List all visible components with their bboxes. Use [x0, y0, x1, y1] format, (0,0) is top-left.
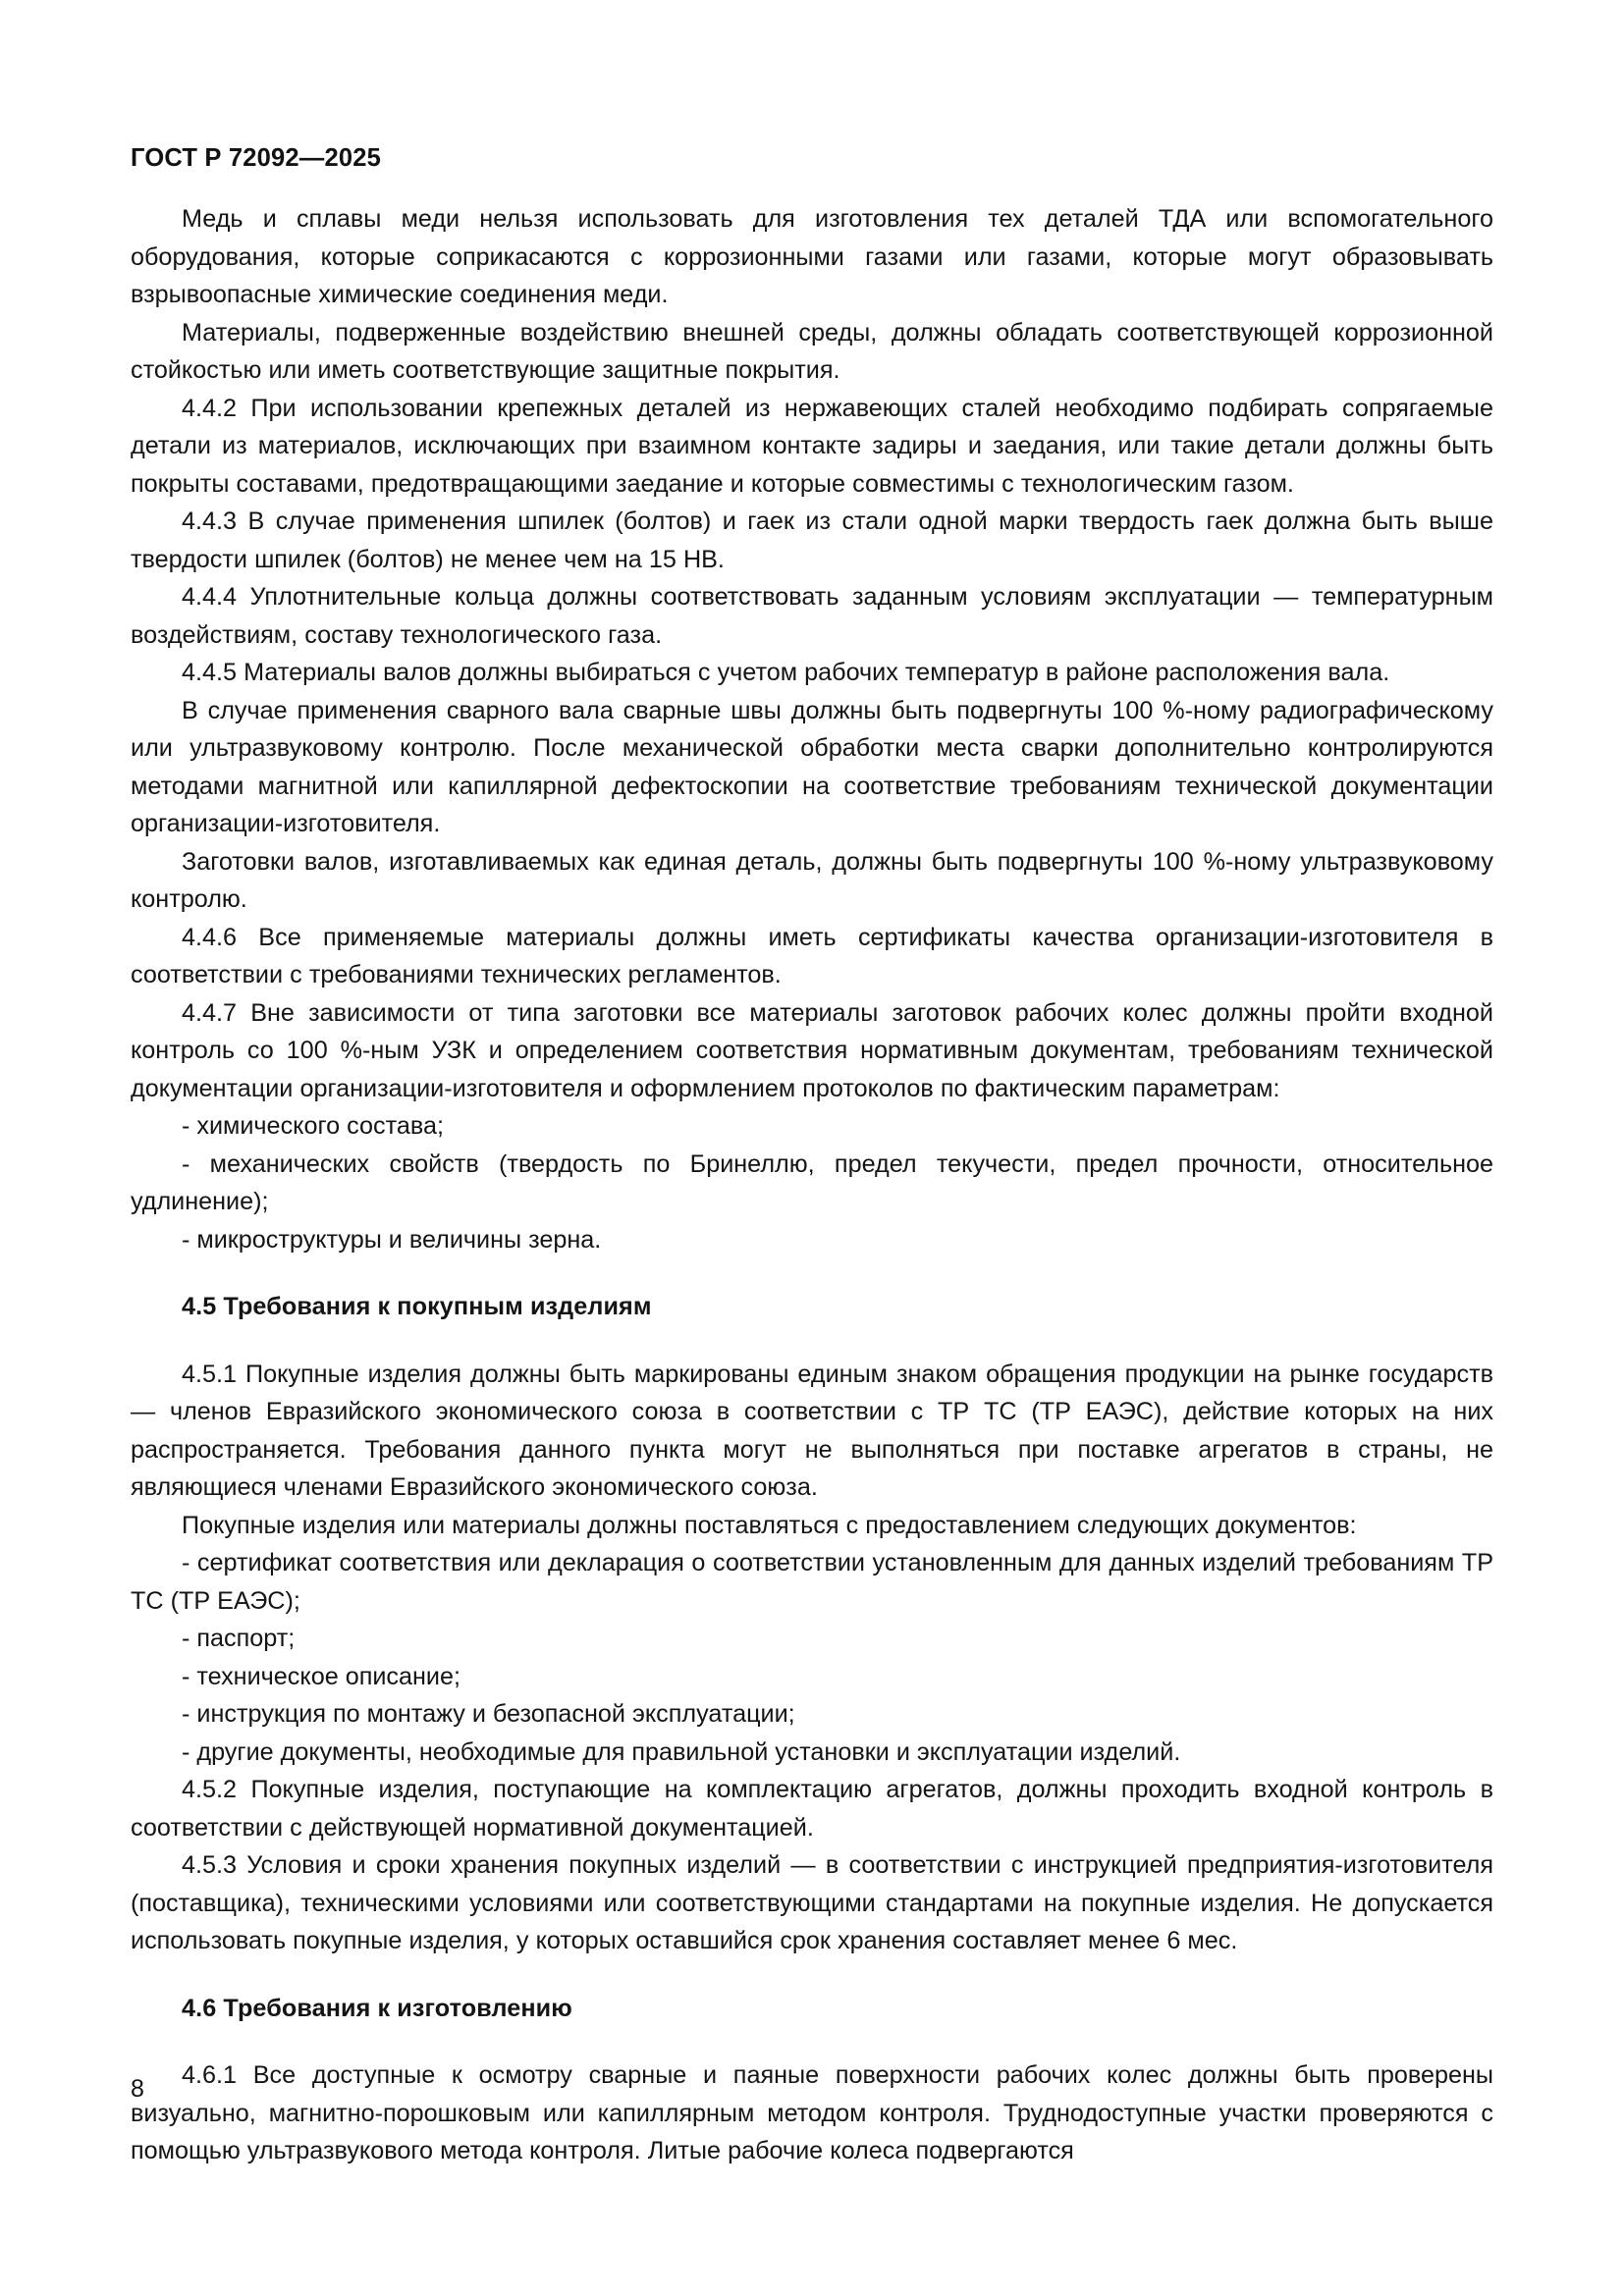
page-number: 8 — [131, 2075, 144, 2103]
list-item-certificate-of-conformity: - сертификат соответствия или декларация о соответствии установленным для данных изделий требованиям ТР ТС (ТР ЕАЭС); — [131, 1549, 1493, 1615]
body-text-column — [131, 200, 1493, 2170]
clause-4-5-2: 4.5.2 Покупные изделия, поступающие на комплектацию агрегатов, должны проходить входной контроль в соответствии с действующей нормативной документацией. — [131, 1776, 1493, 1842]
spacer-after-heading-4-6 — [131, 2027, 1493, 2056]
list-item-technical-description: - техническое описание; — [182, 1662, 461, 1690]
spacer-before-heading-4-5 — [131, 1258, 1493, 1288]
paragraph-supplied-documents-intro: Покупные изделия или материалы должны поставляться с предоставлением следующих документов: — [182, 1511, 1357, 1539]
list-item-passport: - паспорт; — [182, 1625, 296, 1652]
spacer-before-heading-4-6 — [131, 1960, 1493, 1990]
section-heading-4-5: 4.5 Требования к покупным изделиям — [182, 1293, 652, 1320]
clause-4-4-4: 4.4.4 Уплотнительные кольца должны соответствовать заданным условиям эксплуатации — температурным воздействиям, составу технологического газа. — [131, 583, 1493, 649]
paragraph-shaft-blanks: Заготовки валов, изготавливаемых как единая деталь, должны быть подвергнуты 100 %-ному ультразвуковому контролю. — [131, 847, 1493, 913]
clause-4-5-3: 4.5.3 Условия и сроки хранения покупных изделий — в соответствии с инструкцией предприятия-изготовителя (поставщика), техническими условиями или соответствующими стандартами на покупные изделия. Не допускается использовать покупные изделия, у которых оставшийся срок хранения составляет менее 6 мес. — [131, 1851, 1493, 1954]
list-item-installation-instruction: - инструкция по монтажу и безопасной эксплуатации; — [182, 1700, 795, 1728]
running-header-standard-number: ГОСТ Р 72092—2025 — [131, 144, 382, 172]
list-item-microstructure: - микроструктуры и величины зерна. — [182, 1225, 602, 1254]
clause-4-4-7: 4.4.7 Вне зависимости от типа заготовки все материалы заготовок рабочих колес должны пройти входной контроль со 100 %-ным УЗК и определением соответствия нормативным документам, требованиям технической документации организации-изготовителя и оформлением протоколов по фактическим параметрам: — [131, 998, 1493, 1102]
clause-4-4-6: 4.4.6 Все применяемые материалы должны иметь сертификаты качества организации-изготовителя в соответствии с требованиями технических регламентов. — [131, 923, 1493, 988]
clause-4-6-1: 4.6.1 Все доступные к осмотру сварные и паяные поверхности рабочих колес должны быть проверены визуально, магнитно-порошковым или капиллярным методом контроля. Труднодоступные участки проверяются с помощью ультразвукового метода контроля. Литые рабочие колеса подвергаются — [131, 2061, 1493, 2164]
list-item-mechanical-properties: - механических свойств (твердость по Бринеллю, предел текучести, предел прочности, относительное удлинение); — [131, 1149, 1493, 1215]
clause-4-5-1: 4.5.1 Покупные изделия должны быть маркированы единым знаком обращения продукции на рынке государств — членов Евразийского экономического союза в соответствии с ТР ТС (ТР ЕАЭС), действие которых на них распространяется. Требования данного пункта могут не выполняться при поставке агрегатов в страны, не являющиеся членами Евразийского экономического союза. — [131, 1360, 1493, 1501]
paragraph-copper-alloys: Медь и сплавы меди нельзя использовать для изготовления тех деталей ТДА или вспомогательного оборудования, которые соприкасаются с коррозионными газами или газами, которые могут образовывать взрывоопасные химические соединения меди. — [131, 205, 1493, 308]
spacer-after-heading-4-5 — [131, 1326, 1493, 1356]
list-item-chemical-composition: - химического состава; — [182, 1112, 444, 1140]
clause-4-4-3: 4.4.3 В случае применения шпилек (болтов) и гаек из стали одной марки твердость гаек должна быть выше твердости шпилек (болтов) не менее чем на 15 НВ. — [131, 507, 1493, 573]
section-heading-4-6: 4.6 Требования к изготовлению — [182, 1994, 572, 2022]
clause-4-4-5: 4.4.5 Материалы валов должны выбираться с учетом рабочих температур в районе расположения вала. — [182, 659, 1390, 686]
paragraph-welded-shaft: В случае применения сварного вала сварные швы должны быть подвергнуты 100 %-ному радиографическому или ультразвуковому контролю. После механической обработки места сварки дополнительно контролируются методами магнитной или капиллярной дефектоскопии на соответствие требованиям технической документации организации-изготовителя. — [131, 696, 1493, 837]
clause-4-4-2: 4.4.2 При использовании крепежных деталей из нержавеющих сталей необходимо подбирать сопрягаемые детали из материалов, исключающих при взаимном контакте задиры и заедания, или такие детали должны быть покрыты составами, предотвращающими заедание и которые совместимы с технологическим газом. — [131, 394, 1493, 498]
list-item-other-documents: - другие документы, необходимые для правильной установки и эксплуатации изделий. — [182, 1737, 1181, 1766]
paragraph-environment-materials: Материалы, подверженные воздействию внешней среды, должны обладать соответствующей коррозионной стойкостью или иметь соответствующие защитные покрытия. — [131, 318, 1493, 384]
